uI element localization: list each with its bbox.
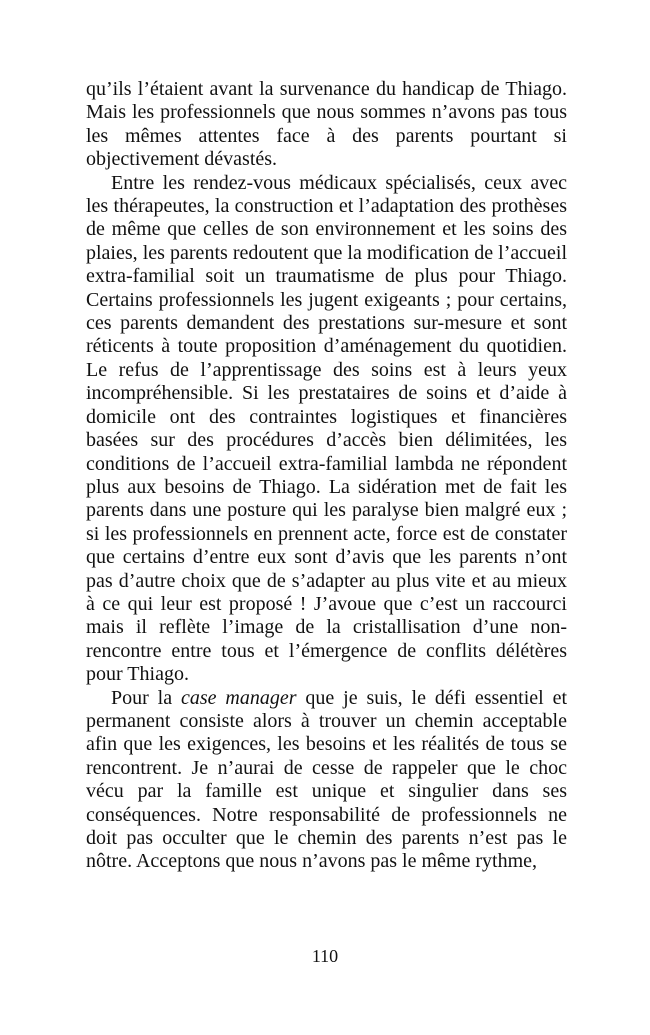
- page-number: 110: [311, 946, 339, 966]
- paragraph-3-emphasis: case manager: [181, 686, 297, 709]
- paragraph-3-rest: que je suis, le défi essentiel et permanent consiste alors à trouver un chemin acceptable afin que les exigences, les besoins et les réalités de tous se rencontrent. Je n’aurai de cesse de rappeler que le choc vécu par la famille est unique et singulier dans ses conséquences. Notre responsabilité de professionnels ne doit pas occulter que le chemin des parents n’est pas le nôtre. Acceptons que nous n’avons pas le même rythme,: [86, 686, 568, 873]
- paragraph-3: [86, 687, 567, 874]
- paragraph-1: qu’ils l’étaient avant la survenance du handicap de Thiago. Mais les professionnels que nous sommes n’avons pas tous les mêmes attentes face à des parents pourtant si objectivement dévastés.: [86, 78, 567, 171]
- page-body: [86, 78, 567, 874]
- paragraph-3-lead: Pour la: [111, 686, 181, 709]
- paragraph-2: Entre les rendez-vous médicaux spécialisés, ceux avec les thérapeutes, la construction et l’adaptation des prothèses de même que celles de son environnement et les soins des plaies, les parents redoutent que la modification de l’accueil extra-familial soit un traumatisme de plus pour Thiago. Certains professionnels les jugent exigeants ; pour certains, ces parents demandent des prestations sur-mesure et sont réticents à toute proposition d’aménagement du quotidien. Le refus de l’apprentissage des soins est à leurs yeux incompréhensible. Si les prestataires de soins et d’aide à domicile ont des contraintes logistiques et financières basées sur des procédures d’accès bien délimitées, les conditions de l’accueil extra-familial lambda ne répondent plus aux besoins de Thiago. La sidération met de fait les parents dans une posture qui les paralyse bien malgré eux ; si les professionnels en prennent acte, force est de constater que certains d’entre eux sont d’avis que les parents n’ont pas d’autre choix que de s’adapter au plus vite et au mieux à ce qui leur est proposé ! J’avoue que c’est un raccourci mais il reflète l’image de la cristallisation d’une non-rencontre entre tous et l’émergence de conflits délétères pour Thiago.: [86, 171, 567, 686]
